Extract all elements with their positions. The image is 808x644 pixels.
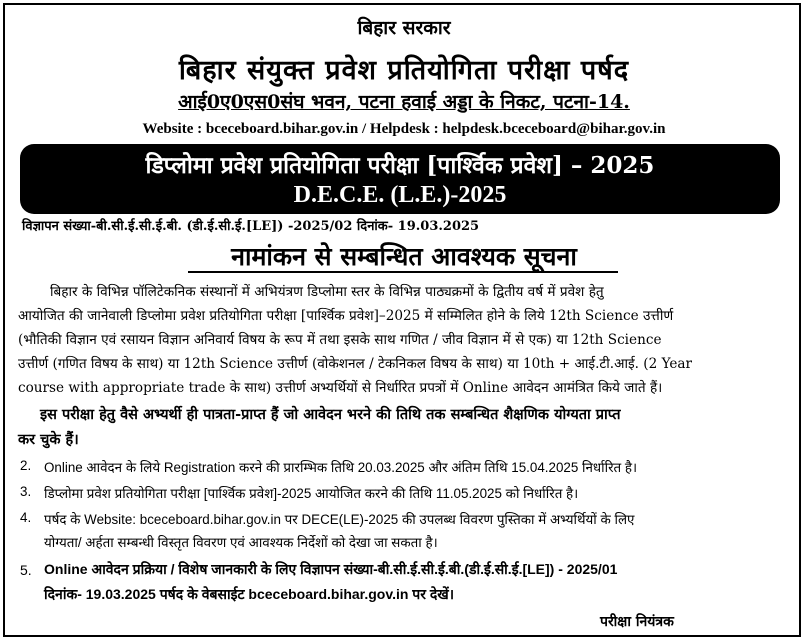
point-text: Online आवेदन प्रक्रिया / विशेष जानकारी के लिए विज्ञापन संख्या-बी.सी.ई.सी.ई.बी.(डी.ई.सी.ई.[LE]) - 2025/01 xyxy=(44,561,618,577)
point-number: 3. xyxy=(20,484,32,499)
website-helpdesk-line: Website : bceceboard.bihar.gov.in / Helpdesk : helpdesk.bceceboard@bihar.gov.in xyxy=(142,121,666,137)
notice-heading: नामांकन से सम्बन्धित आवश्यक सूचना xyxy=(231,242,577,271)
point-number: 4. xyxy=(20,510,32,525)
intro-line: course with appropriate trade के साथ) उत्तीर्ण अभ्यर्थियों से निर्धारित प्रपत्रों में Online आवेदन आमंत्रित किये जाते हैं। xyxy=(18,380,663,396)
point-text: Online आवेदन के लिये Registration करने की प्रारम्भिक तिथि 20.03.2025 और अंतिम तिथि 15.04.2025 निर्धारित है। xyxy=(44,460,638,475)
government-title: बिहार सरकार xyxy=(357,17,451,39)
heading-underline xyxy=(188,271,618,273)
point-text: योग्यता/ अर्हता सम्बन्धी विस्तृत विवरण एवं आवश्यक निर्देशों को देखा जा सकता है। xyxy=(44,535,438,550)
exam-title: डिप्लोमा प्रवेश प्रतियोगिता परीक्षा [पार्श्विक प्रवेश] – 2025 xyxy=(145,152,655,179)
board-address: आई0ए0एस0संघ भवन, पटना हवाई अड्डा के निकट, पटना-14. xyxy=(178,91,630,113)
point-text: पर्षद के Website: bceceboard.bihar.gov.in पर DECE(LE)-2025 की उपलब्ध विवरण पुस्तिका में अभ्यर्थियों के लिए xyxy=(44,512,635,527)
intro-line: (भौतिकी विज्ञान एवं रसायन विज्ञान अनिवार्य विषय के रूप में तथा इसके साथ गणित / जीव विज्ञान में से एक) या 12th Science xyxy=(18,332,662,348)
exam-banner xyxy=(20,144,780,214)
point-number: 5. xyxy=(20,562,32,578)
board-name: बिहार संयुक्त प्रवेश प्रतियोगिता परीक्षा पर्षद xyxy=(178,55,630,86)
intro-line: आयोजित की जानेवाली डिप्लोमा प्रवेश प्रतियोगिता परीक्षा [पार्श्विक प्रवेश]–2025 में सम्मिलित होने के लिये 12th Science उत्तीर्ण xyxy=(18,308,674,324)
intro-line: बिहार के विभिन्न पॉलिटेकनिक संस्थानों में अभियंत्रण डिप्लोमा स्तर के विभिन्न पाठ्यक्रमों के द्वितीय वर्ष में प्रवेश हेतु xyxy=(50,284,604,300)
point-text: डिप्लोमा प्रवेश प्रतियोगिता परीक्षा [पार्श्विक प्रवेश]-2025 आयोजित करने की तिथि 11.05.2025 को निर्धारित है। xyxy=(44,486,579,501)
intro-line: उत्तीर्ण (गणित विषय के साथ) या 12th Science उत्तीर्ण (वोकेशनल / टेकनिकल विषय के साथ) या 10th + आई.टी.आई. (2 Year xyxy=(18,356,693,372)
signature-controller: परीक्षा नियंत्रक xyxy=(600,614,674,630)
point-number: 2. xyxy=(20,458,32,473)
eligibility-line: कर चुके हैं। xyxy=(18,431,79,448)
point-text: दिनांक- 19.03.2025 पर्षद के वेबसाईट bceceboard.bihar.gov.in पर देखें। xyxy=(44,586,455,602)
eligibility-line: इस परीक्षा हेतु वैसे अभ्यर्थी ही पात्रता-प्राप्त हैं जो आवेदन भरने की तिथि तक सम्बन्धित शैक्षणिक योग्यता प्राप्त xyxy=(40,406,621,423)
exam-code: D.E.C.E. (L.E.)-2025 xyxy=(293,182,507,208)
advertisement-number: विज्ञापन संख्या-बी.सी.ई.सी.ई.बी. (डी.ई.सी.ई.[LE]) -2025/02 दिनांक- 19.03.2025 xyxy=(22,219,480,234)
